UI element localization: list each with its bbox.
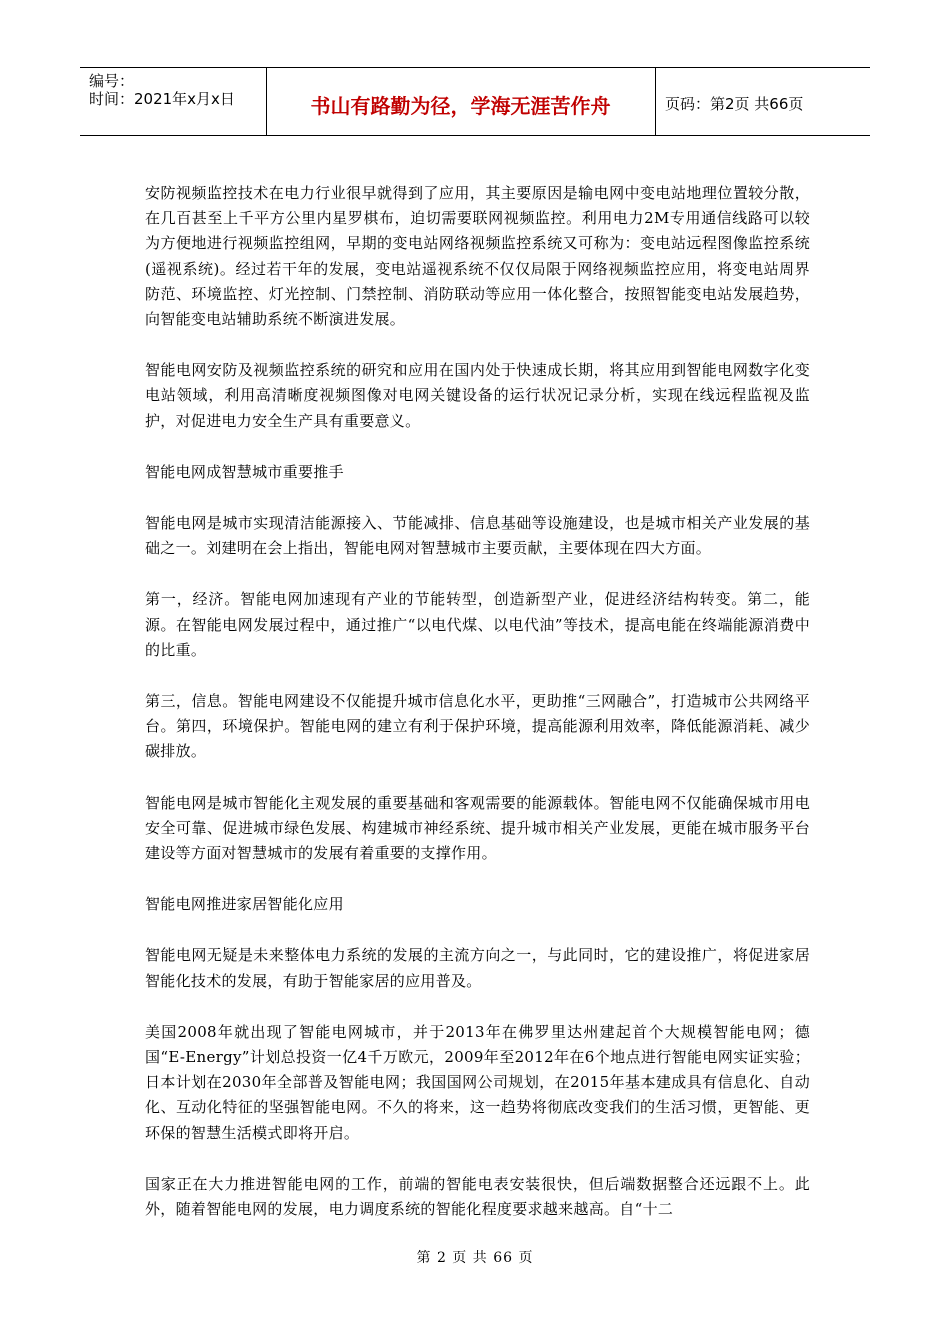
- document-date-label: 时间：2021年x月x日: [89, 90, 235, 108]
- paragraph: 安防视频监控技术在电力行业很早就得到了应用，其主要原因是输电网中变电站地理位置较分散，在几百甚至上千平方公里内星罗棋布，迫切需要联网视频监控。利用电力2M专用通信线路可以较为方便地进行视频监控组网，早期的变电站网络视频监控系统又可称为：变电站远程图像监控系统(遥视系统)。经过若干年的发展，变电站遥视系统不仅仅局限于网络视频监控应用，将变电站周界防范、环境监控、灯光控制、门禁控制、消防联动等应用一体化整合，按照智能变电站发展趋势，向智能变电站辅助系统不断演进发展。: [145, 184, 810, 329]
- section-heading: 智能电网推进家居智能化应用: [145, 895, 344, 914]
- paragraph: 智能电网是城市智能化主观发展的重要基础和客观需要的能源载体。智能电网不仅能确保城市用电安全可靠、促进城市绿色发展、构建城市神经系统、提升城市相关产业发展，更能在城市服务平台建设等方面对智慧城市的发展有着重要的支撑作用。: [145, 793, 810, 863]
- page-footer: 第 2 页 共 66 页: [416, 1250, 534, 1266]
- header-divider: [655, 68, 656, 135]
- paragraph: 智能电网安防及视频监控系统的研究和应用在国内处于快速成长期，将其应用到智能电网数字化变电站领域，利用高清晰度视频图像对电网关键设备的运行状况记录分析，实现在线远程监视及监护，对促进电力安全生产具有重要意义。: [145, 361, 810, 430]
- paragraph: 第一，经济。智能电网加速现有产业的节能转型，创造新型产业，促进经济结构转变。第二，能源。在智能电网发展过程中，通过推广“以电代煤、以电代油”等技术，提高电能在终端能源消费中的比重。: [145, 590, 810, 659]
- page-header: [80, 67, 870, 136]
- document-number-label: 编号：: [89, 72, 135, 90]
- paragraph: 国家正在大力推进智能电网的工作，前端的智能电表安装很快，但后端数据整合还远跟不上。此外，随着智能电网的发展，电力调度系统的智能化程度要求越来越高。自“十二: [145, 1174, 810, 1219]
- paragraph: 美国2008年就出现了智能电网城市，并于2013年在佛罗里达州建起首个大规模智能电网；德国“E-Energy”计划总投资一亿4千万欧元，2009年至2012年在6个地点进行智能电网实证实验；日本计划在2030年全部普及智能电网；我国国网公司规划，在2015年基本建成具有信息化、自动化、互动化特征的坚强智能电网。不久的将来，这一趋势将彻底改变我们的生活习惯，更智能、更环保的智慧生活模式即将开启。: [145, 1022, 810, 1142]
- header-meta: [89, 72, 235, 108]
- header-page-number: 页码：第2页 共66页: [665, 95, 804, 113]
- paragraph: 第三，信息。智能电网建设不仅能提升城市信息化水平，更助推“三网融合”，打造城市公共网络平台。第四，环境保护。智能电网的建立有利于保护环境，提高能源利用效率，降低能源消耗、减少碳排放。: [145, 692, 810, 761]
- document-body: [145, 181, 810, 1248]
- paragraph: 智能电网无疑是未来整体电力系统的发展的主流方向之一，与此同时，它的建设推广，将促进家居智能化技术的发展，有助于智能家居的应用普及。: [145, 946, 810, 990]
- header-motto: 书山有路勤为径，学海无涯苦作舟: [310, 94, 611, 118]
- paragraph: 智能电网是城市实现清洁能源接入、节能减排、信息基础等设施建设，也是城市相关产业发展的基础之一。刘建明在会上指出，智能电网对智慧城市主要贡献，主要体现在四大方面。: [145, 514, 810, 558]
- section-heading: 智能电网成智慧城市重要推手: [145, 462, 344, 481]
